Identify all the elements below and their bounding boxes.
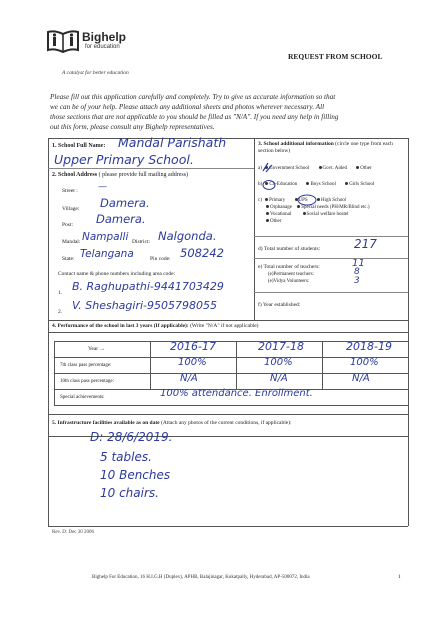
option-label: Orphanage [270, 205, 292, 210]
option-label: Girls School [349, 182, 375, 187]
row10-value[interactable]: N/A [270, 373, 288, 384]
vidya-volunteers-value[interactable]: 3 [354, 276, 360, 286]
tagline: A catalyst for better education [62, 70, 129, 76]
special-achievements-label: Special achievements: [60, 395, 105, 400]
option-label: Other [270, 219, 282, 224]
intro-line: those sections that are not applicable to you should be filled as "N/A". If you need any help in filling [50, 113, 339, 121]
infrastructure-item[interactable]: 10 chairs. [100, 486, 159, 500]
level-type-grid [258, 197, 408, 225]
post-label: Post: [62, 222, 74, 228]
infrastructure-heading: 5. Infrastructure facilities available as on date [52, 420, 160, 426]
intro-line: out this form, please consult any Bighelp representatives. [50, 123, 215, 131]
option-label: UPS [298, 198, 308, 203]
logo [46, 28, 80, 54]
row-prefix: b) [258, 182, 263, 187]
infrastructure-label [52, 420, 292, 426]
year-2018-19[interactable]: 2018-19 [346, 340, 392, 353]
contact2-value[interactable]: V. Sheshagiri-9505798055 [72, 299, 217, 312]
address-heading: 2. School Address [52, 172, 98, 178]
row-prefix: a) [258, 166, 262, 171]
school-name-label: 1. School Full Name: [52, 143, 106, 149]
high-school-option[interactable] [317, 198, 346, 203]
row10-value[interactable]: N/A [352, 373, 370, 384]
performance-label [52, 323, 259, 329]
village-value[interactable]: Damera. [100, 196, 150, 210]
additional-info-note: (circle one type from each section below) [258, 141, 393, 154]
street-label: Street : [62, 188, 78, 194]
year-2016-17[interactable]: 2016-17 [170, 340, 216, 353]
contact2-number: 2. [58, 309, 63, 315]
address-note: ( please provide full mailing address) [98, 172, 189, 178]
row-prefix: c) [258, 198, 262, 203]
other-level-option[interactable] [266, 219, 281, 224]
girls-school-option[interactable] [345, 182, 374, 187]
state-label: State: [62, 256, 75, 262]
school-type-row [258, 166, 408, 171]
infrastructure-item[interactable]: 10 Benches [100, 468, 171, 482]
pin-value[interactable]: 508242 [180, 246, 224, 260]
option-label: Other [360, 166, 372, 171]
row10-value[interactable]: N/A [180, 373, 198, 384]
village-label: Village: [62, 206, 80, 212]
contact-label: Contact name & phone numbers including area code: [58, 271, 176, 277]
school-address-label [52, 172, 188, 178]
option-label: Vocational [270, 212, 292, 217]
revision-note: Rev. D: Dec 30 2006 [52, 530, 95, 535]
total-teachers-value[interactable]: 11 [352, 258, 365, 269]
row7-value[interactable]: 100% [350, 357, 379, 368]
total-students-value[interactable]: 217 [354, 237, 377, 251]
book-logo-icon [46, 28, 80, 54]
year-label: Year → [88, 346, 106, 352]
row7-label: 7th class pass percentage: [60, 363, 112, 368]
performance-note: (Write "N/A" if not applicable) [190, 323, 259, 329]
contact1-value[interactable]: B. Raghupathi-9441703429 [72, 280, 224, 293]
contact1-number: 1. [58, 290, 63, 296]
intro-text [50, 92, 410, 132]
logo-name: Bighelp [82, 30, 126, 44]
post-value[interactable]: Damera. [96, 212, 146, 226]
row7-value[interactable]: 100% [264, 357, 293, 368]
special-achievements-value[interactable]: 100% attendance. Enrollment. [160, 388, 313, 399]
vidya-volunteers-label: (e)Vidya Volunteers: [268, 279, 310, 284]
state-value[interactable]: Telangana [80, 248, 134, 260]
page-title: REQUEST FROM SCHOOL [288, 52, 383, 61]
school-name-value-line2[interactable]: Upper Primary School. [54, 152, 194, 167]
option-label: Special needs (PH/MR/Blind etc.) [301, 205, 370, 210]
district-label: District: [132, 239, 151, 245]
additional-info-label [258, 141, 406, 155]
row10-label: 10th class pass percentage: [60, 379, 115, 384]
orphanage-option[interactable] [266, 205, 292, 210]
district-value[interactable]: Nalgonda. [158, 229, 217, 243]
page-number: 1 [398, 574, 401, 580]
option-label: Primary [269, 198, 286, 203]
circle-mark-icon [297, 194, 317, 206]
infrastructure-note: (Attach any photos of the current conditions, if applicable): [160, 420, 292, 426]
performance-heading: 4. Performance of the school in last 3 years (If applicable): [52, 323, 189, 329]
total-students-label: d) Total number of students: [258, 246, 321, 252]
year-established-label: f) Year established: [258, 302, 301, 308]
permanent-teachers-value[interactable]: 8 [354, 267, 360, 277]
primary-option[interactable] [265, 198, 285, 203]
circle-mark-icon [262, 179, 278, 191]
intro-line: we can be of your help. Please attach any additional sheets and photos wherever necessary. All [50, 103, 325, 111]
option-label: Government School [269, 166, 310, 171]
infrastructure-item[interactable]: 5 tables. [100, 450, 152, 464]
permanent-teachers-label: (e)Permanent teachers: [268, 272, 314, 277]
vocational-option[interactable] [266, 212, 291, 217]
logo-sub: for education [85, 44, 120, 50]
option-label: Govt. Aided [322, 166, 347, 171]
social-welfare-option[interactable] [303, 212, 349, 217]
other-option[interactable] [356, 166, 371, 171]
mandal-value[interactable]: Nampalli [82, 231, 129, 243]
street-value[interactable]: — [98, 182, 107, 192]
intro-line: Please fill out this application carefully and completely. Try to give us accurate information so that [50, 93, 336, 101]
total-teachers-label: e) Total number of teachers: [258, 264, 320, 270]
option-label: Social welfare hostel [306, 212, 349, 217]
school-name-value[interactable]: Mandal Parishath [118, 135, 227, 150]
year-2017-18[interactable]: 2017-18 [258, 340, 304, 353]
row7-value[interactable]: 100% [178, 357, 207, 368]
govt-aided-option[interactable] [319, 166, 347, 171]
option-label: Co-Education [269, 182, 298, 187]
pin-label: Pin code: [150, 256, 171, 262]
infrastructure-date[interactable]: D: 28/6/2019. [90, 430, 173, 444]
additional-info-heading: 3. School additional information [258, 141, 334, 147]
option-label: Boys School [310, 182, 336, 187]
boys-school-option[interactable] [306, 182, 335, 187]
circle-mark-icon [260, 161, 280, 175]
footer-address: Bighelp For Education, 16 H.I.G.H (Duplex), APHB, Balajinagar, Kukatpally, Hyderabad, AP-500072, India [92, 575, 310, 580]
mandal-label: Mandal: [62, 239, 81, 245]
education-type-row [258, 182, 408, 187]
option-label: High School [320, 198, 347, 203]
